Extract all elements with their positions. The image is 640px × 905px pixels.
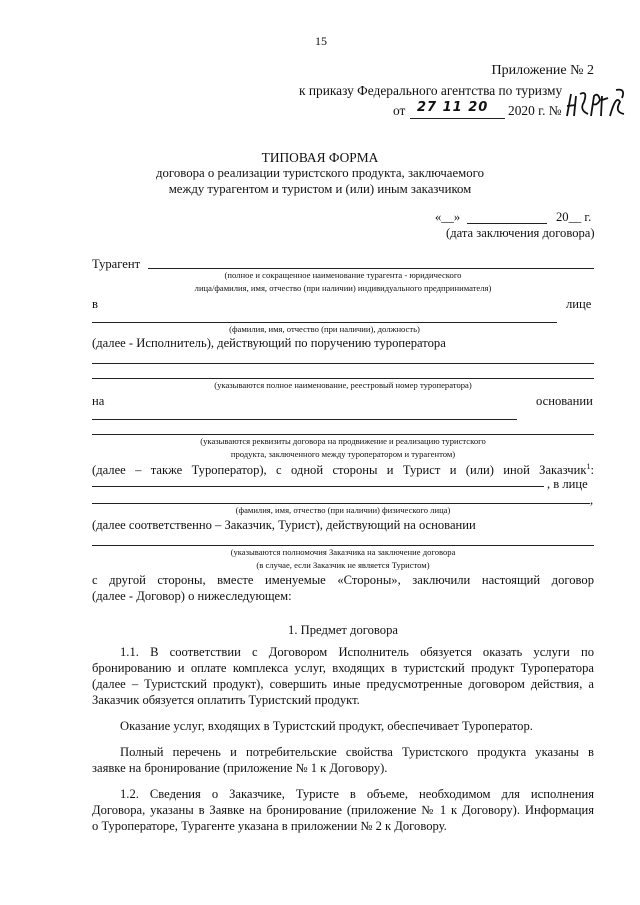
date-quote: «__» [435, 210, 461, 224]
executor-line: (далее - Исполнитель), действующий по поручению туроператора [92, 336, 446, 350]
agent-line [148, 268, 594, 269]
contract-hint-1: (указываются реквизиты договора на продвижение и реализацию туристского [200, 436, 486, 446]
individual-hint: (фамилия, имя, отчество (при наличии) физического лица) [235, 505, 451, 515]
tourist-person-line [92, 503, 590, 504]
form-subtitle-2: между турагентом и туристом и (или) иным заказчиком [168, 182, 472, 196]
form-title: ТИПОВАЯ ФОРМА [261, 150, 379, 165]
date-underline [410, 118, 505, 119]
form-subtitle-1: договора о реализации туристского продукта, заключаемого [156, 166, 484, 180]
date-caption: (дата заключения договора) [446, 226, 595, 240]
footnote-marker: 1 [586, 462, 591, 471]
para-1-1-line-3: (далее – Туристский продукт), совершить иные предусмотренные договором действия, а [92, 677, 594, 691]
agent-hint-2: лица/фамилия, имя, отчество (при наличии) индивидуального предпринимателя) [194, 283, 492, 293]
section-heading: 1. Предмет договора [288, 623, 398, 637]
contract-line-2 [92, 434, 594, 435]
year-number-label: 2020 г. № [508, 103, 562, 118]
person-hint: (фамилия, имя, отчество (при наличии), должность) [229, 324, 420, 334]
para-1-2-line-2: Договора, указаны в Заявке на бронирование (приложение № 1 к Договору). Информация [92, 803, 594, 817]
para-1-1-line-4: Заказчик обязуется оплатить Туристский продукт. [92, 693, 360, 707]
in-word: в [92, 297, 98, 311]
agent-hint-1: (полное и сокращенное наименование турагента - юридического [224, 270, 462, 280]
closing-line-1: с другой стороны, вместе именуемые «Стороны», заключили настоящий договор [92, 573, 594, 587]
tourist-line-text: (далее – также Туроператор), с одной стороны и Турист и (или) иной Заказчик [92, 463, 587, 478]
operator-line-1 [92, 363, 594, 364]
in-face-label: , в лице [547, 477, 588, 491]
authority-hint-1: (указываются полномочия Заказчика на заключение договора [230, 547, 456, 557]
customer-line: (далее соответственно – Заказчик, Турист), действующий на основании [92, 518, 476, 532]
trailing-comma: , [590, 493, 594, 507]
date-year: 20__ г. [556, 210, 592, 224]
date-month-line [467, 223, 547, 224]
para-1-2-line-1: 1.2. Сведения о Заказчике, Туристе в объеме, необходимом для исполнения [120, 787, 594, 801]
tourist-name-line [92, 486, 544, 487]
para-1-1-line-1: 1.1. В соответствии с Договором Исполнитель обязуется оказать услуги по [120, 645, 594, 659]
contract-line-1 [92, 419, 517, 420]
para-1-1-line-2: бронированию и оплате комплекса услуг, входящих в туристский продукт Туроператора [92, 661, 594, 675]
operator-line-2 [92, 378, 594, 379]
on-word: на [92, 394, 105, 408]
handwritten-date: 27 11 20 [417, 100, 489, 115]
tourist-line-colon: : [590, 463, 594, 478]
closing-line-2: (далее - Договор) о нижеследующем: [92, 589, 292, 603]
appendix-title: Приложение № 2 [491, 63, 594, 78]
para-list-line-2: заявке на бронирование (приложение № 1 к Договору). [92, 761, 388, 775]
representative-line [92, 322, 557, 323]
handwritten-number-text: 448Пр-20 [564, 86, 569, 87]
para-1-2-line-3: о Туроператоре, Турагенте указана в приложении № 2 к Договору. [92, 819, 447, 833]
para-list-line-1: Полный перечень и потребительские свойства Туристского продукта указаны в [120, 745, 594, 759]
date-prefix: от [393, 103, 406, 118]
contract-hint-2: продукта, заключенного между туроператором и турагентом) [230, 449, 456, 459]
authority-hint-2: (в случае, если Заказчик не является Туристом) [256, 560, 430, 570]
face-word: лице [566, 297, 592, 311]
para-service: Оказание услуг, входящих в Туристский продукт, обеспечивает Туроператор. [120, 719, 533, 733]
agent-label: Турагент [92, 257, 141, 271]
operator-hint: (указываются полное наименование, реестровый номер туроператора) [214, 380, 472, 390]
authority-line [92, 545, 594, 546]
tourist-line [92, 462, 594, 478]
order-line: к приказу Федерального агентства по туризму [299, 83, 563, 98]
handwritten-order-number [564, 86, 630, 122]
basis-word: основании [536, 394, 593, 408]
page-number: 15 [315, 34, 327, 48]
